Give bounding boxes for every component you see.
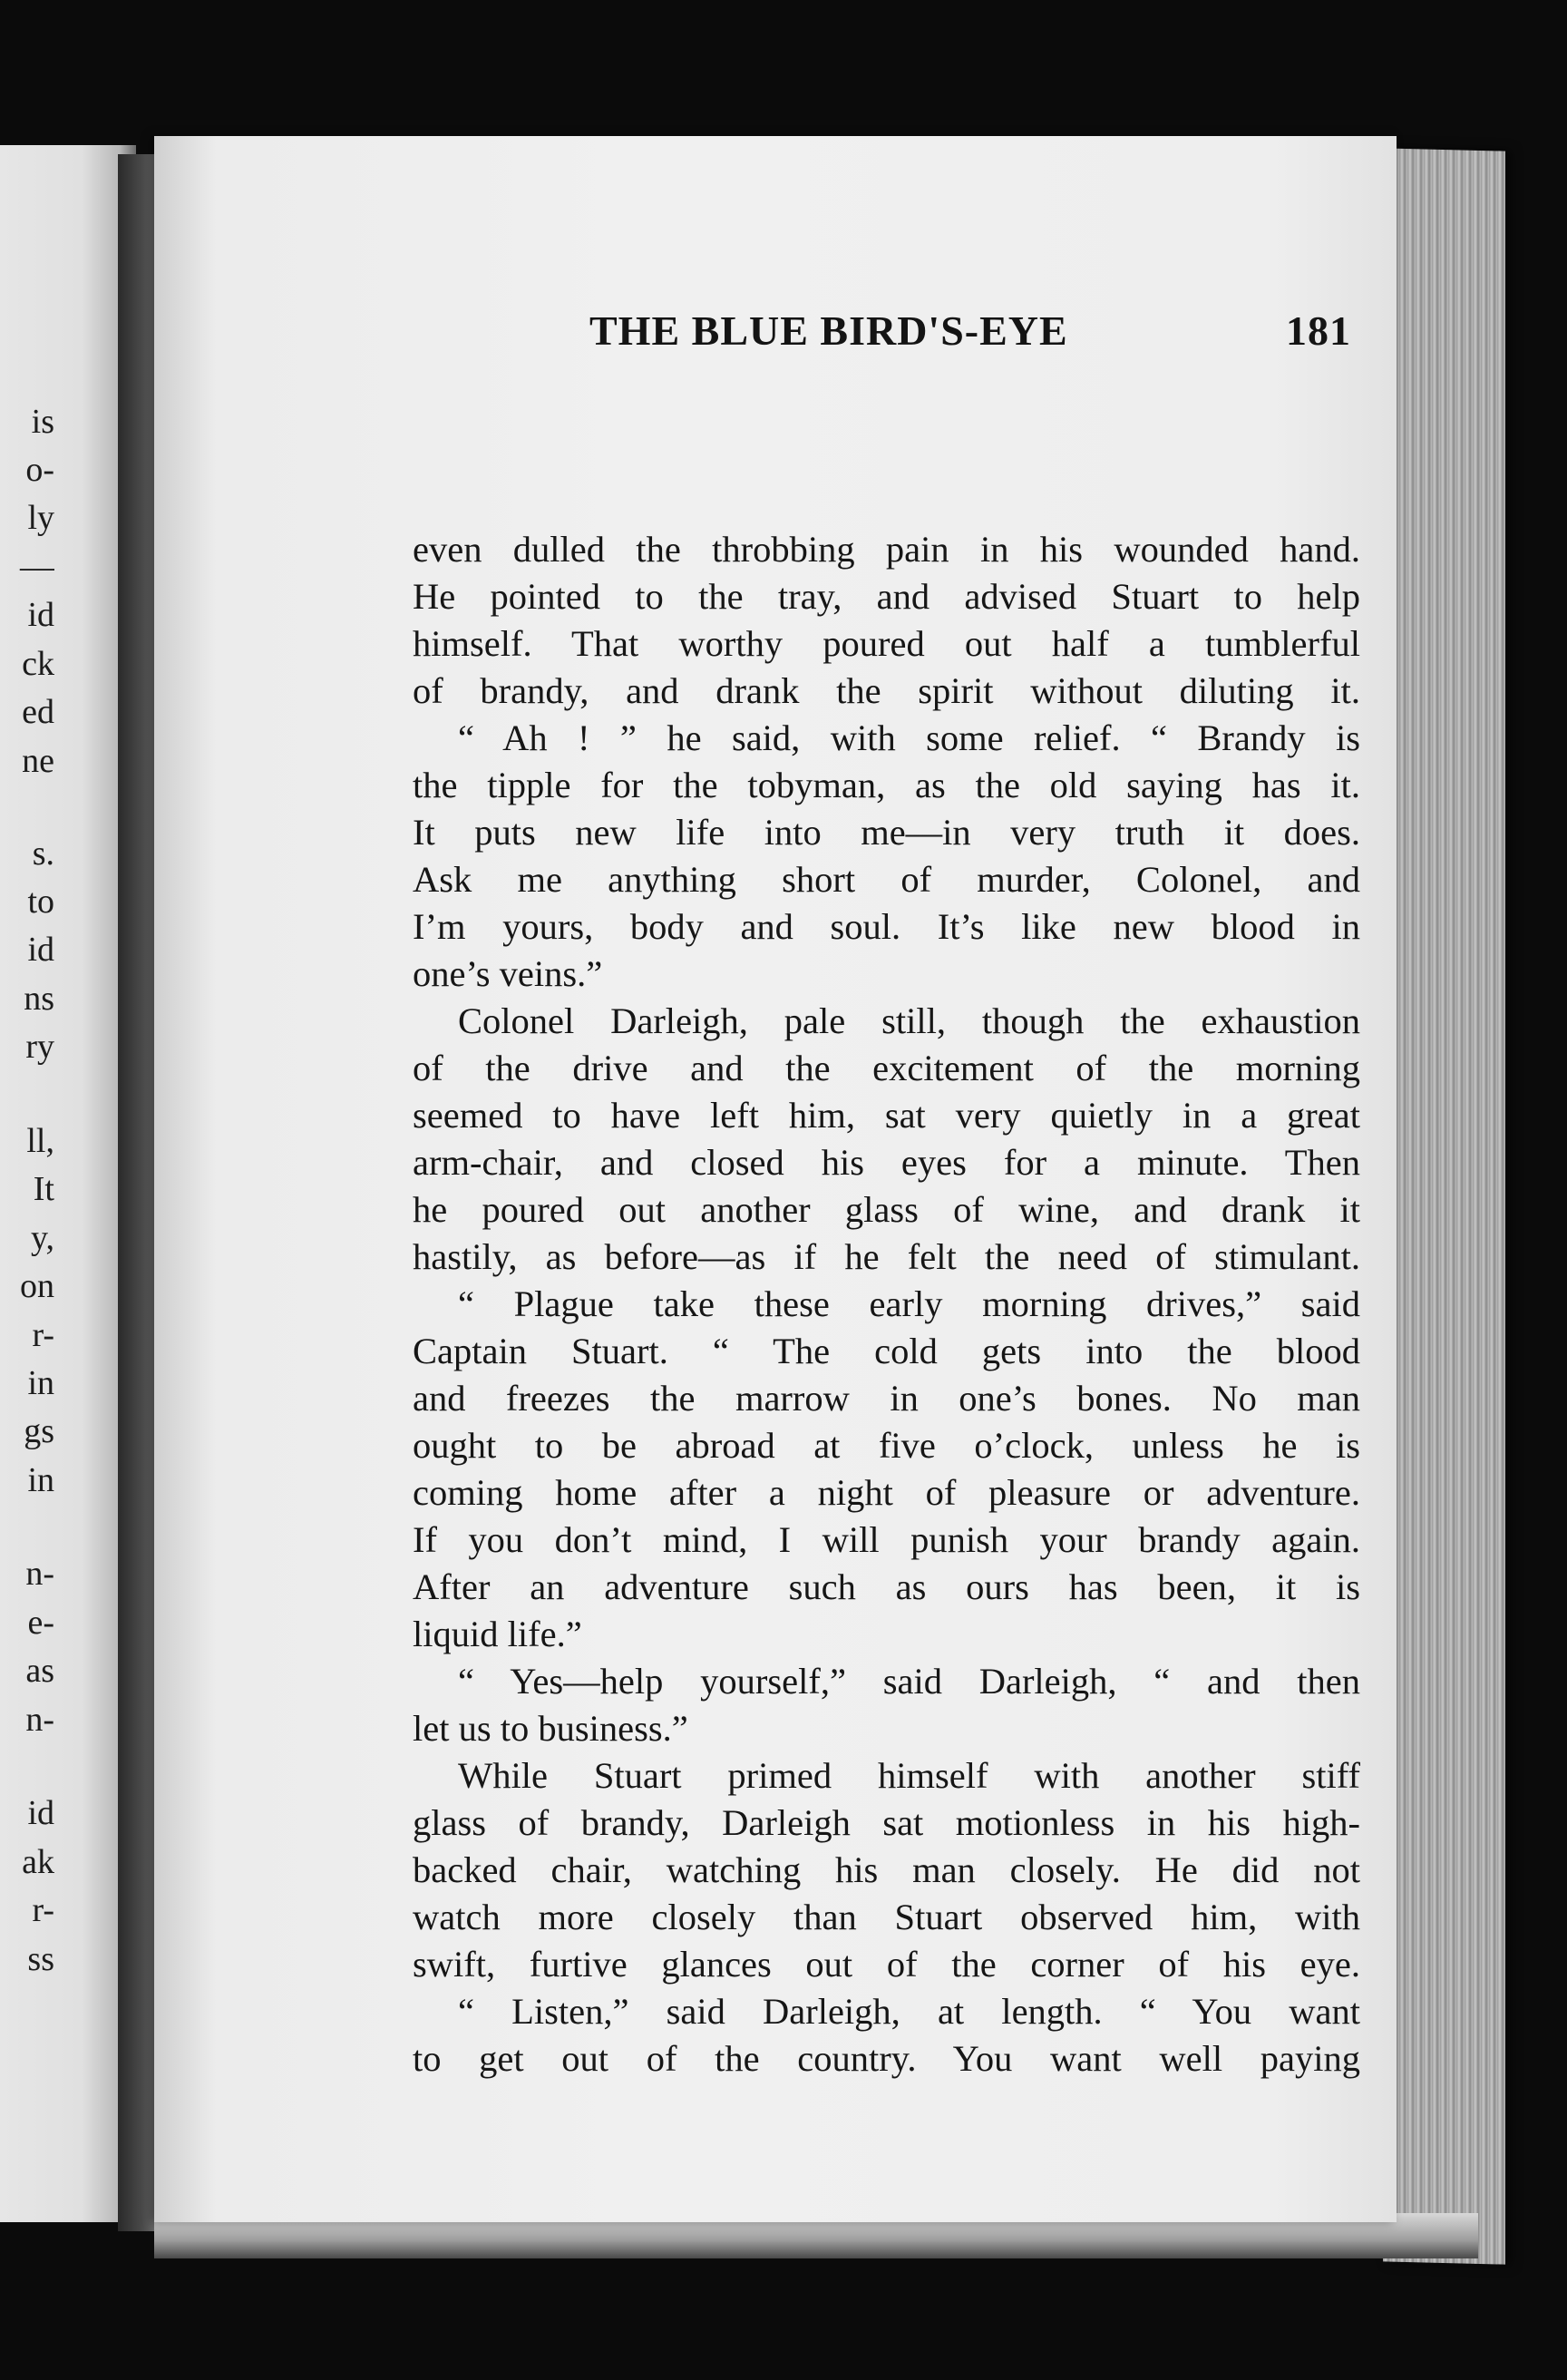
text-line: let us to business.” [413, 1708, 688, 1749]
text-line: “ Ah ! ” he said, with some relief. “ Brandy is [458, 717, 1360, 758]
text-line: I’m yours, body and soul. It’s like new blood in [413, 906, 1360, 947]
text-line: swift, furtive glances out of the corner of his eye. [413, 1944, 1360, 1985]
left-page-fragment: gs [24, 1412, 54, 1451]
left-page-fragment: id [27, 1794, 54, 1833]
text-line: glass of brandy, Darleigh sat motionless in his high- [413, 1802, 1360, 1843]
text-line: He pointed to the tray, and advised Stuart to help [413, 576, 1360, 617]
left-page-fragment: to [27, 882, 54, 921]
text-line: liquid life.” [413, 1614, 582, 1654]
left-page-fragment: on [20, 1267, 54, 1306]
left-page-fragment: s. [32, 834, 54, 873]
left-page-fragment: ns [24, 979, 54, 1018]
text-line: watch more closely than Stuart observed him, with [413, 1897, 1360, 1937]
left-page-fragment: ly [27, 499, 54, 538]
text-line: arm-chair, and closed his eyes for a minute. Then [413, 1142, 1360, 1183]
text-line: “ Listen,” said Darleigh, at length. “ You want [458, 1991, 1360, 2032]
text-line: If you don’t mind, I will punish your brandy again. [413, 1519, 1360, 1560]
text-line: While Stuart primed himself with another stiff [458, 1755, 1360, 1796]
left-page-fragment: o- [25, 450, 54, 489]
left-page-fragment: is [31, 402, 54, 441]
text-line: of brandy, and drank the spirit without diluting it. [413, 670, 1360, 711]
page-number: 181 [1286, 307, 1351, 354]
body-text [413, 526, 1360, 2082]
left-page-fragment: in [27, 1364, 54, 1402]
left-page-fragment: ak [22, 1842, 54, 1881]
text-line: Captain Stuart. “ The cold gets into the blood [413, 1331, 1360, 1371]
text-line: hastily, as before—as if he felt the need of stimulant. [413, 1236, 1360, 1277]
text-line: It puts new life into me—in very truth it does. [413, 812, 1360, 853]
text-line: he poured out another glass of wine, and drank it [413, 1189, 1360, 1230]
running-title: THE BLUE BIRD'S-EYE [589, 307, 1068, 354]
left-page-fragment: ed [22, 693, 54, 732]
text-line: one’s veins.” [413, 953, 603, 994]
text-line: Colonel Darleigh, pale still, though the exhaustion [458, 1000, 1360, 1041]
left-page-fragment: y, [30, 1218, 54, 1257]
text-line: “ Plague take these early morning drives,” said [458, 1283, 1360, 1324]
left-page-fragment: ne [22, 741, 54, 780]
text-line: himself. That worthy poured out half a tumblerful [413, 623, 1360, 664]
text-line: coming home after a night of pleasure or adventure. [413, 1472, 1360, 1513]
left-page-fragment: id [27, 931, 54, 970]
left-page-fragment: as [25, 1652, 54, 1691]
left-page-fragment: ck [22, 644, 54, 683]
left-page-fragment: id [27, 596, 54, 635]
left-page-fragment: e- [27, 1603, 54, 1642]
page-fore-edge [1383, 148, 1505, 2264]
left-page-fragment: ry [25, 1028, 54, 1067]
text-line: of the drive and the excitement of the morning [413, 1048, 1360, 1088]
text-line: ought to be abroad at five o’clock, unless he is [413, 1425, 1360, 1466]
page-header [435, 307, 1351, 370]
text-line: “ Yes—help yourself,” said Darleigh, “ and then [458, 1661, 1360, 1702]
left-page-fragment: ll, [26, 1121, 54, 1160]
left-page-fragment: ss [27, 1939, 54, 1978]
right-page [154, 136, 1397, 2222]
text-line: the tipple for the tobyman, as the old saying has it. [413, 765, 1360, 805]
left-page [0, 145, 136, 2222]
text-line: Ask me anything short of murder, Colonel, and [413, 859, 1360, 900]
left-page-fragment: — [20, 547, 54, 586]
text-line: After an adventure such as ours has been, it is [413, 1566, 1360, 1607]
text-line: even dulled the throbbing pain in his wounded hand. [413, 529, 1360, 570]
text-line: backed chair, watching his man closely. He did not [413, 1849, 1360, 1890]
left-page-fragment: It [33, 1170, 54, 1209]
text-line: to get out of the country. You want well paying [413, 2038, 1360, 2079]
text-line: and freezes the marrow in one’s bones. No man [413, 1378, 1360, 1419]
left-page-fragment: n- [25, 1555, 54, 1594]
left-page-fragment: in [27, 1460, 54, 1499]
left-page-fragment: r- [32, 1315, 54, 1354]
text-line: seemed to have left him, sat very quietly in a great [413, 1095, 1360, 1136]
left-page-fragment: n- [25, 1700, 54, 1739]
left-page-fragment: r- [32, 1891, 54, 1930]
